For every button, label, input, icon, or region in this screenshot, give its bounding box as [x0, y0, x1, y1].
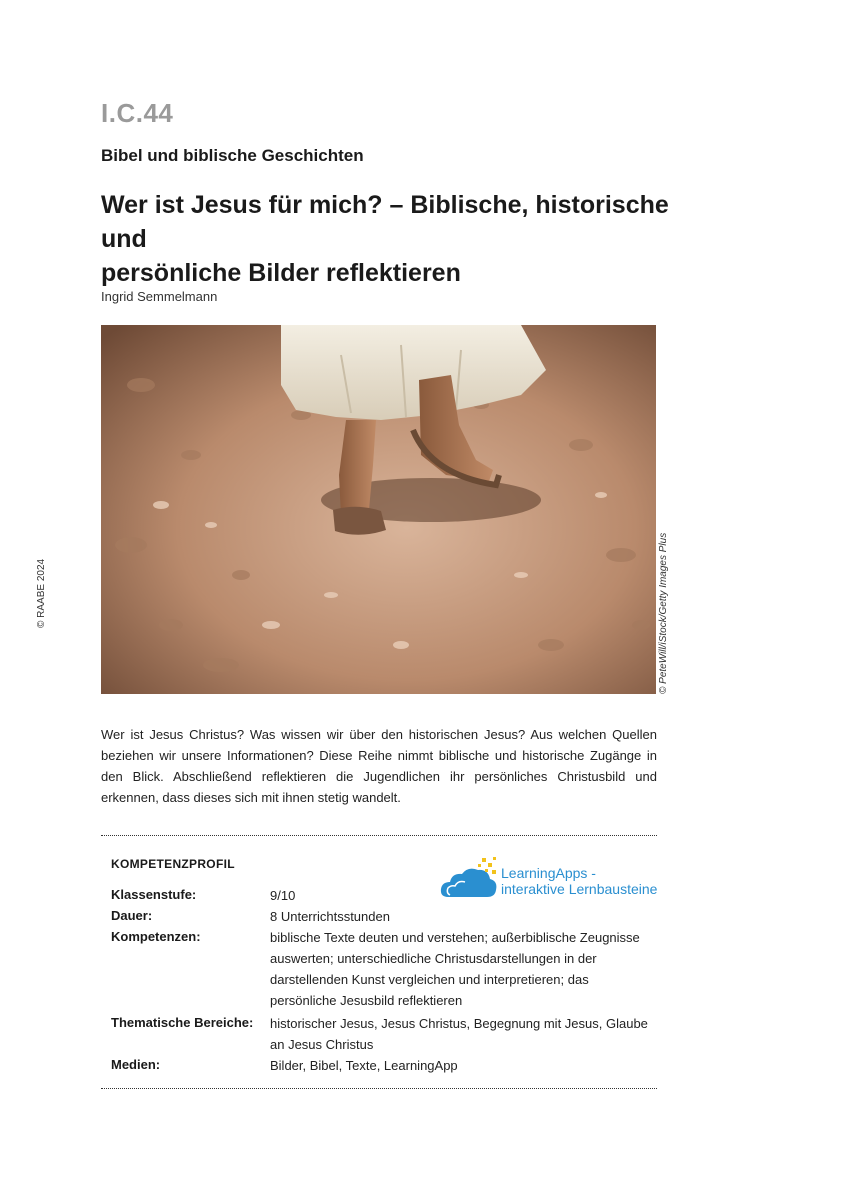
profile-heading: KOMPETENZPROFIL — [111, 857, 235, 871]
profile-label: Klassenstufe: — [111, 887, 197, 902]
profile-value: 8 Unterrichtsstunden — [270, 909, 390, 924]
cover-photo — [101, 325, 656, 694]
divider-top — [101, 835, 657, 836]
page-title — [101, 188, 701, 290]
title-line-1: Wer ist Jesus für mich? – Biblische, historische und — [101, 191, 669, 253]
profile-value: historischer Jesus, Jesus Christus, Begegnung mit Jesus, Glaube an Jesus Christus — [270, 1016, 648, 1052]
photo-credit: © PeteWill/iStock/Getty Images Plus — [658, 532, 669, 694]
profile-label: Medien: — [111, 1057, 161, 1072]
logo-line-1: LearningApps - — [501, 865, 596, 881]
profile-label: Kompetenzen: — [111, 929, 201, 944]
profile-value: biblische Texte deuten und verstehen; außerbiblische Zeugnisse auswerten; unterschiedliche Christusdarstellungen in der darstellenden Kunst vergleichen und interpretieren; das persönliche Jesusbild reflektieren — [270, 930, 640, 1008]
profile-label: Thematische Bereiche: — [111, 1015, 254, 1030]
intro-paragraph: Wer ist Jesus Christus? Was wissen wir über den historischen Jesus? Aus welchen Quellen beziehen wir unsere Informationen? Diese Reihe nimmt biblische und historische Zugänge in den Blick. Abschließend reflektieren die Jugendlichen ihr persönliches Christusbild und erkennen, dass dieses sich mit ihnen stetig wandelt. — [101, 727, 657, 805]
logo-line-2: interaktive Lernbausteine — [501, 881, 658, 897]
profile-value: 9/10 — [270, 888, 296, 903]
divider-bottom — [101, 1088, 657, 1089]
profile-label: Dauer: — [111, 908, 153, 923]
copyright-note: © RAABE 2024 — [36, 558, 47, 628]
author-name: Ingrid Semmelmann — [101, 289, 218, 304]
profile-value: Bilder, Bibel, Texte, LearningApp — [270, 1058, 458, 1073]
document-code: I.C.44 — [101, 98, 174, 128]
series-title: Bibel und biblische Geschichten — [101, 146, 364, 165]
title-line-2: persönliche Bilder reflektieren — [101, 259, 461, 287]
